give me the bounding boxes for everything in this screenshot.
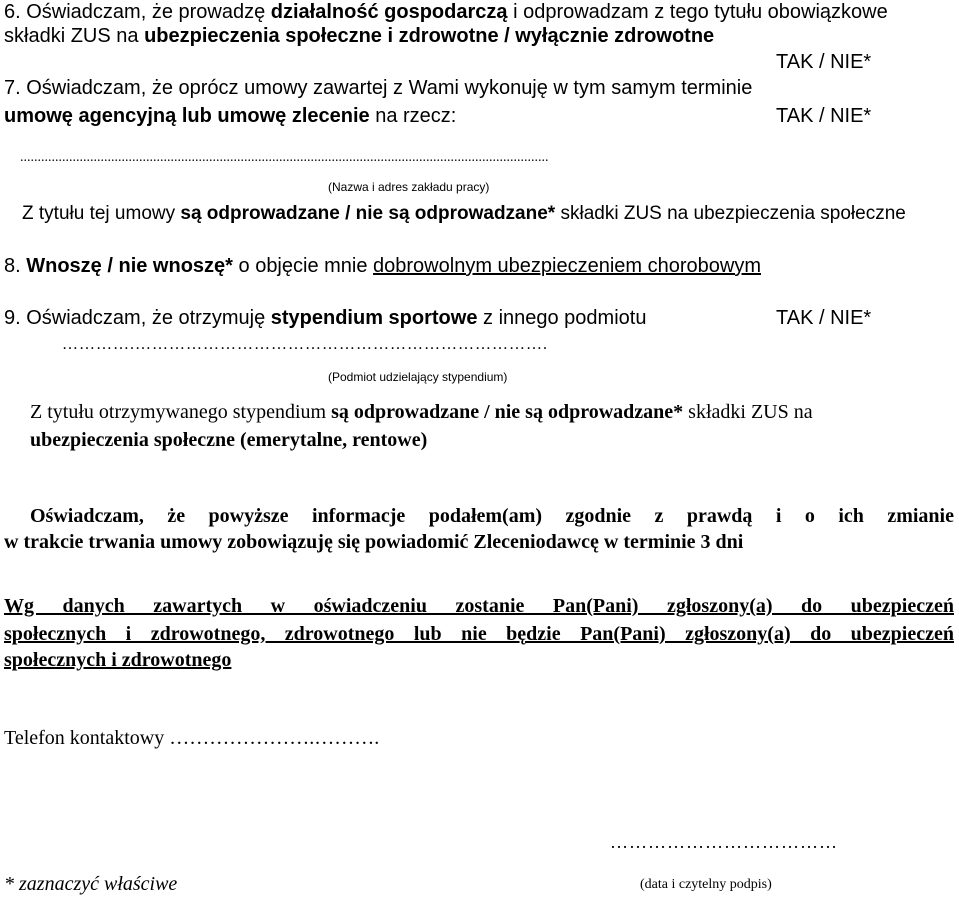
item6-text: 6. Oświadczam, że prowadzę bbox=[4, 1, 271, 23]
item8-underlined: dobrowolnym ubezpieczeniem chorobowym bbox=[373, 255, 761, 277]
item7-caption: (Nazwa i adres zakładu pracy) bbox=[328, 180, 490, 194]
item9-line2-bold: są odprowadzane / nie są odprowadzane* bbox=[331, 401, 684, 423]
item6-line1 bbox=[4, 0, 888, 24]
declaration-line2: w trakcie trwania umowy zobowiązuję się powiadomić Zleceniodawcę w terminie 3 dni bbox=[4, 531, 744, 553]
item6-line2 bbox=[4, 24, 714, 48]
item7-line3-bold: są odprowadzane / nie są odprowadzane* bbox=[180, 203, 556, 224]
item9-answer: TAK / NIE* bbox=[776, 307, 872, 329]
item7-line2 bbox=[4, 104, 456, 128]
phone-line bbox=[4, 726, 379, 750]
item7-dots: ....................................................................................................................................................... bbox=[20, 150, 549, 165]
registration-line1: Wg danych zawartych w oświadczeniu zostanie Pan(Pani) zgłoszony(a) do ubezpieczeń bbox=[4, 595, 954, 617]
item6-bold: działalność gospodarczą bbox=[270, 1, 508, 23]
item8-text: o objęcie mnie bbox=[232, 255, 374, 277]
phone-dots: ………………….………. bbox=[169, 727, 380, 749]
item7-line3-post: składki ZUS na ubezpieczenia społeczne bbox=[555, 203, 906, 224]
item9-line3 bbox=[30, 428, 427, 452]
item9-line1 bbox=[4, 306, 646, 330]
item9-caption: (Podmiot udzielający stypendium) bbox=[328, 370, 508, 384]
item9-text-post: z innego podmiotu bbox=[477, 307, 647, 329]
item9-bold: stypendium sportowe bbox=[270, 307, 478, 329]
item9-dots: ………….………………………………………………………………. bbox=[62, 336, 548, 353]
item9-line3-bold: ubezpieczenia społeczne (emerytalne, rentowe) bbox=[30, 429, 428, 451]
item8-number: 8. bbox=[4, 255, 27, 277]
declaration-line1: Oświadczam, że powyższe informacje podałem(am) zgodnie z prawdą i o ich zmianie bbox=[30, 505, 954, 527]
registration-line2: społecznych i zdrowotnego, zdrowotnego lub nie będzie Pan(Pani) zgłoszony(a) do ubezpieczeń bbox=[4, 623, 954, 645]
item9-text: 9. Oświadczam, że otrzymuję bbox=[4, 307, 271, 329]
phone-label: Telefon kontaktowy bbox=[4, 727, 170, 749]
signature-dots: ……………………………… bbox=[610, 832, 838, 852]
item6-line2-bold: ubezpieczenia społeczne i zdrowotne / wyłącznie zdrowotne bbox=[144, 25, 715, 47]
footnote: * zaznaczyć właściwe bbox=[4, 873, 178, 895]
signature-caption: (data i czytelny podpis) bbox=[640, 877, 772, 892]
item7-answer: TAK / NIE* bbox=[776, 105, 872, 127]
item9-line2 bbox=[30, 400, 813, 424]
item9-line2-post: składki ZUS na bbox=[683, 401, 813, 423]
item7-line1: 7. Oświadczam, że oprócz umowy zawartej z Wami wykonuję w tym samym terminie bbox=[4, 77, 753, 99]
item7-line3 bbox=[22, 202, 906, 226]
item7-bold: umowę agencyjną lub umowę zlecenie bbox=[4, 105, 370, 127]
item8-line bbox=[4, 254, 761, 278]
registration-line3: społecznych i zdrowotnego bbox=[4, 649, 232, 671]
item6-text-post: i odprowadzam z tego tytułu obowiązkowe bbox=[507, 1, 888, 23]
item7-line2-post: na rzecz: bbox=[369, 105, 457, 127]
item9-line2-text: Z tytułu otrzymywanego stypendium bbox=[30, 401, 332, 423]
item7-line3-text: Z tytułu tej umowy bbox=[22, 203, 181, 224]
item6-line2-text: składki ZUS na bbox=[4, 25, 145, 47]
item8-bold: Wnoszę / nie wnoszę* bbox=[26, 255, 233, 277]
item6-answer: TAK / NIE* bbox=[776, 51, 872, 73]
